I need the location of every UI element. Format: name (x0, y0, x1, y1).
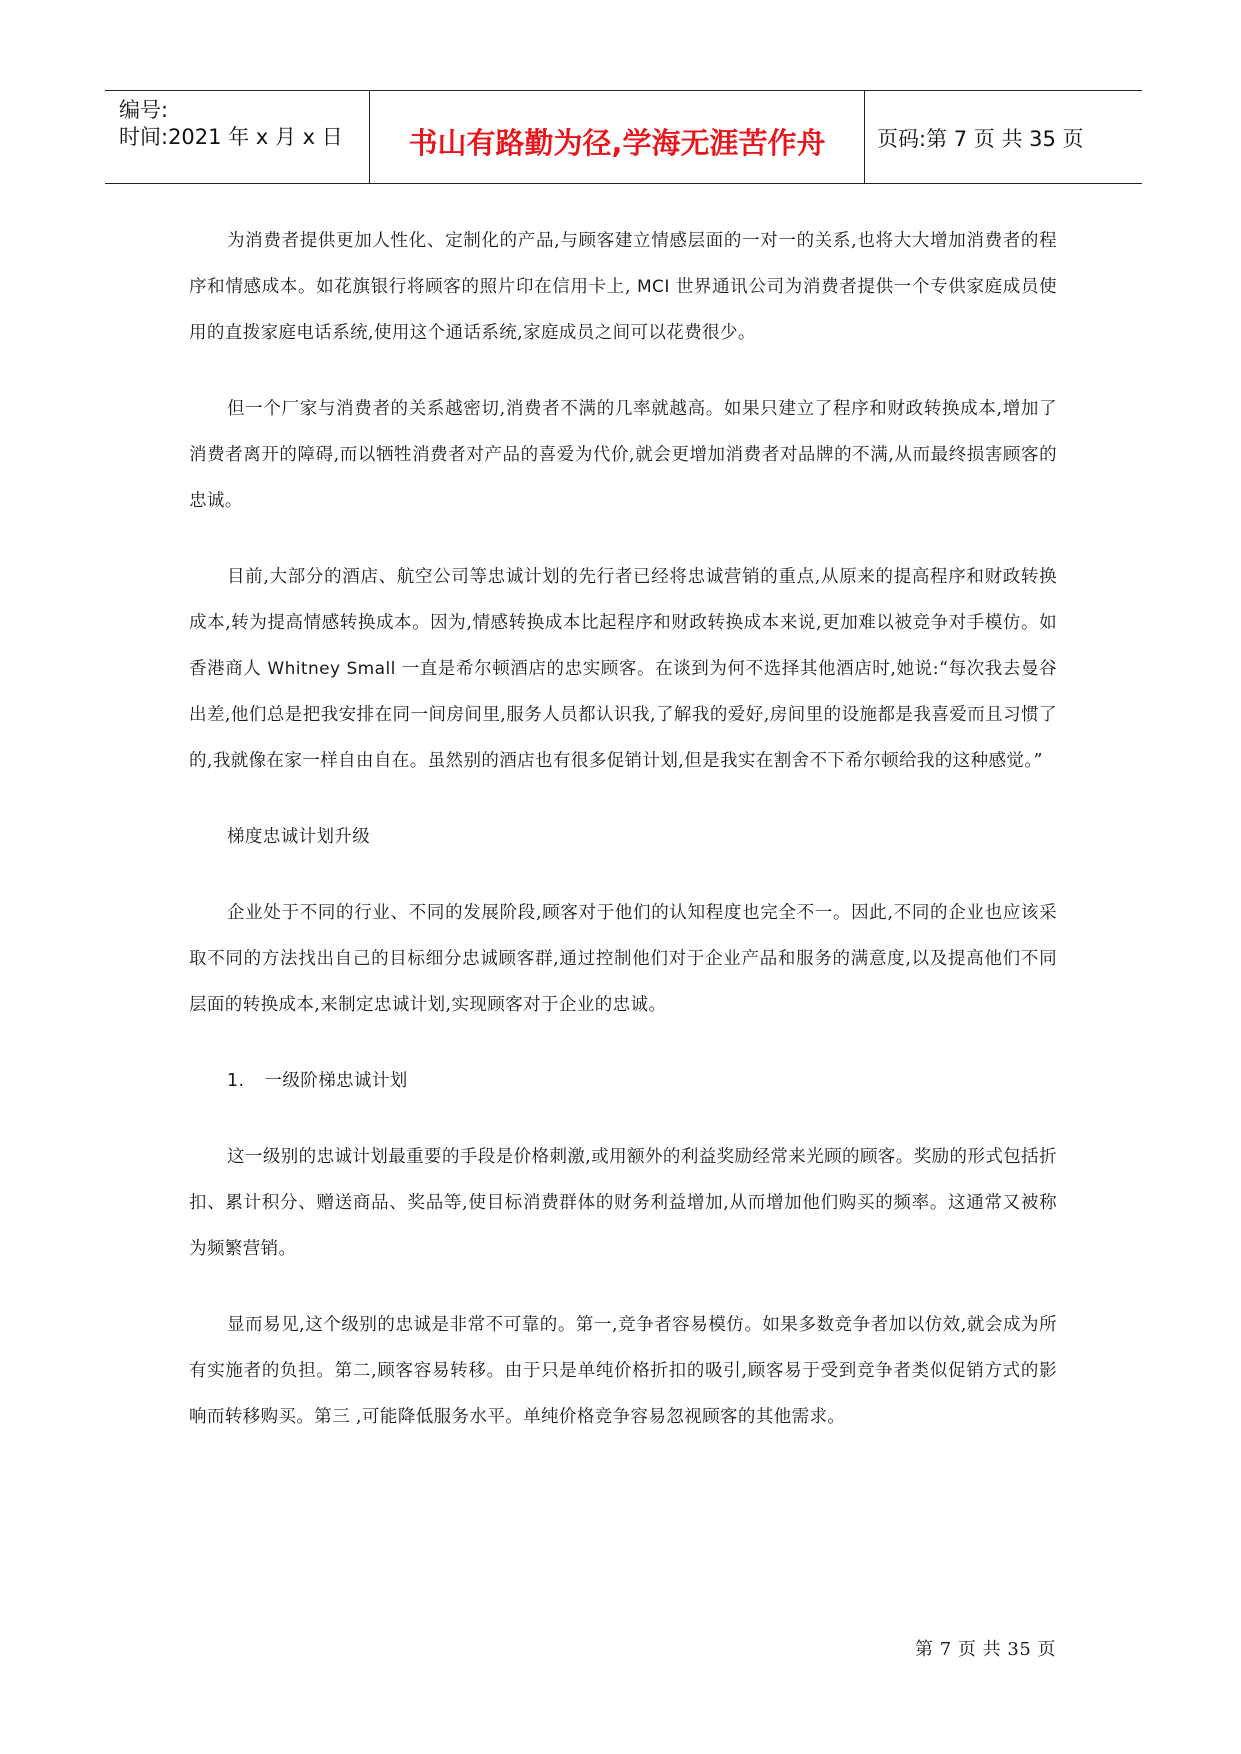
document-header (105, 90, 1142, 184)
document-body (189, 218, 1057, 1470)
paragraph-6: 显而易见,这个级别的忠诚是非常不可靠的。第一,竞争者容易模仿。如果多数竞争者加以仿效,就会成为所有实施者的负担。第二,顾客容易转移。由于只是单纯价格折扣的吸引,顾客易于受到竞争者类似促销方式的影响而转移购买。第三 ,可能降低服务水平。单纯价格竞争容易忽视顾客的其他需求。 (189, 1315, 1057, 1427)
paragraph-1-text: 为消费者提供更加人性化、定制化的产品,与顾客建立情感层面的一对一的关系,也将大大增加消费者的程序和情感成本。如花旗银行将顾客的照片印在信用卡上, (189, 231, 1057, 297)
page-footer: 第 7 页 共 35 页 (915, 1639, 1056, 1660)
numbered-heading-number: 1. (227, 1071, 245, 1091)
section-heading: 梯度忠诚计划升级 (227, 827, 371, 847)
paragraph-1 (189, 218, 1057, 356)
paragraph-4: 企业处于不同的行业、不同的发展阶段,顾客对于他们的认知程度也完全不一。因此,不同的企业也应该采取不同的方法找出自己的目标细分忠诚顾客群,通过控制他们对于企业产品和服务的满意度,以及提高他们不同层面的转换成本,来制定忠诚计划,实现顾客对于企业的忠诚。 (189, 903, 1057, 1015)
header-motto: 书山有路勤为径,学海无涯苦作舟 (408, 126, 826, 160)
header-right-cell (865, 91, 1142, 183)
paragraph-3-rest: 一直是希尔顿酒店的忠实顾客。在谈到为何不选择其他酒店时,她说:“每次我去曼谷出差,他们总是把我安排在同一间房间里,服务人员都认识我,了解我的爱好,房间里的设施都是我喜爱而且习惯了的,我就像在家一样自由自在。虽然别的酒店也有很多促销计划,但是我实在割舍不下希尔顿给我的这种感觉。” (189, 659, 1057, 771)
paragraph-5: 这一级别的忠诚计划最重要的手段是价格刺激,或用额外的利益奖励经常来光顾的顾客。奖励的形式包括折扣、累计积分、赠送商品、奖品等,使目标消费群体的财务利益增加,从而增加他们购买的频率。这通常又被称为频繁营销。 (189, 1147, 1057, 1259)
paragraph-2: 但一个厂家与消费者的关系越密切,消费者不满的几率就越高。如果只建立了程序和财政转换成本,增加了消费者离开的障碍,而以牺牲消费者对产品的喜爱为代价,就会更增加消费者对品牌的不满,从而最终损害顾客的忠诚。 (189, 399, 1057, 511)
document-time-label: 时间:2021 年 x 月 x 日 (119, 125, 343, 149)
numbered-heading (227, 1058, 1057, 1104)
document-number-label: 编号: (119, 98, 169, 122)
paragraph-3-latin: Whitney Small (261, 659, 402, 679)
paragraph-3-text: 目前,大部分的酒店、航空公司等忠诚计划的先行者已经将忠诚营销的重点,从原来的提高程序和财政转换成本,转为提高情感转换成本。因为,情感转换成本比起程序和财政转换成本来说,更加难以被竞争对手模仿。如香港商人 (189, 567, 1057, 679)
header-middle-cell (370, 91, 865, 183)
numbered-heading-text: 一级阶梯忠诚计划 (264, 1071, 408, 1091)
paragraph-1-rest: 世界通讯公司为消费者提供一个专供家庭成员使用的直拨家庭电话系统,使用这个通话系统,家庭成员之间可以花费很少。 (189, 277, 1058, 343)
header-left-cell (105, 91, 370, 183)
paragraph-3 (189, 554, 1057, 784)
header-page-info: 页码:第 7 页 共 35 页 (877, 127, 1084, 151)
paragraph-1-latin: MCI (630, 277, 676, 297)
